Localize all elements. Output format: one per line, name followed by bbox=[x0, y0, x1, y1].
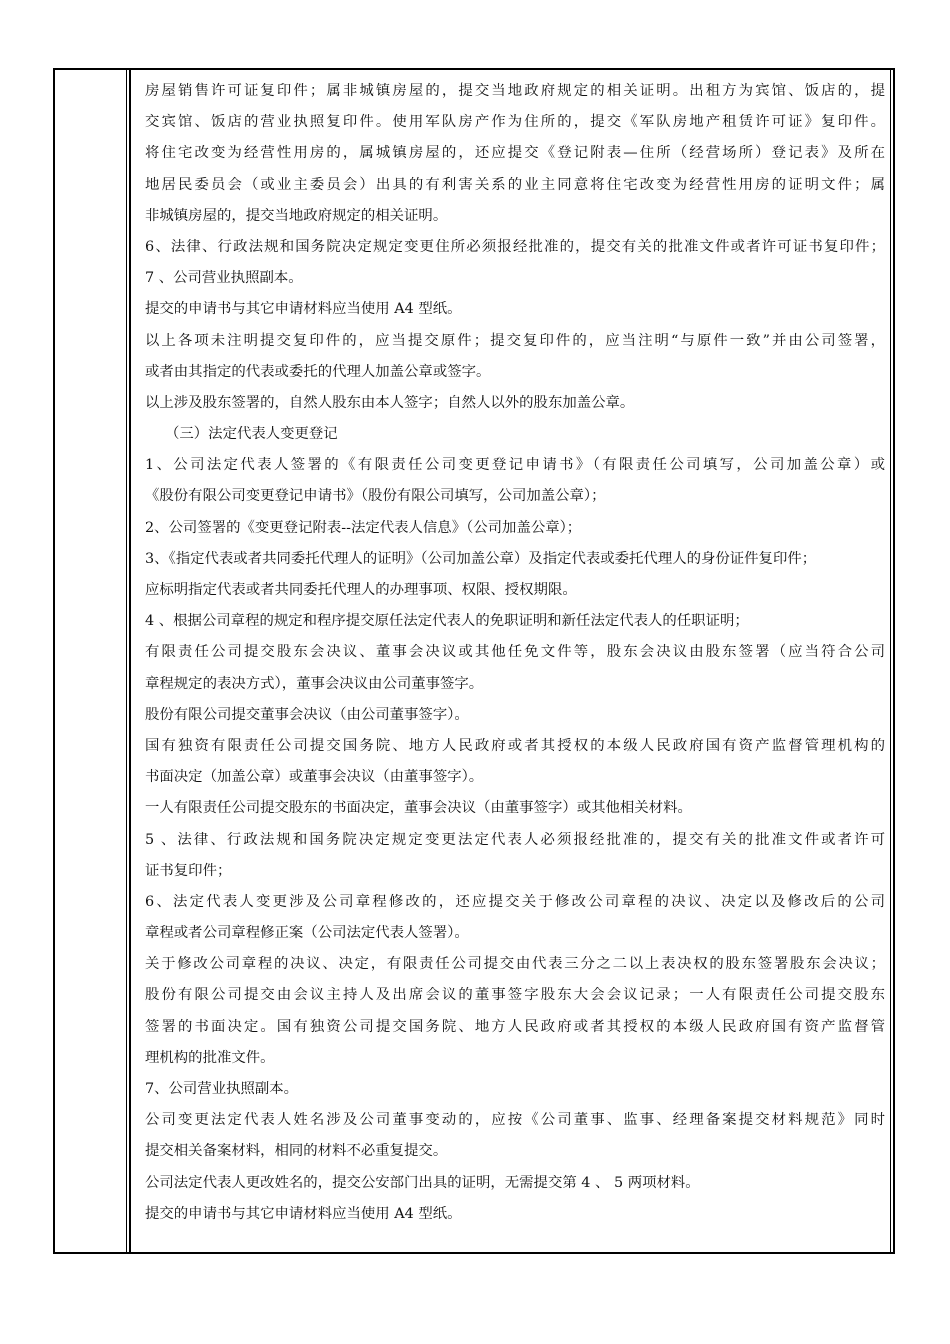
text-line: 股份有限公司提交由会议主持人及出席会议的董事签字股东大会会议记录；一人有限责任公司提交股东 bbox=[145, 987, 885, 1004]
text-line: 股份有限公司提交董事会决议（由公司董事签字）。 bbox=[145, 706, 469, 723]
text-line: 公司法定代表人更改姓名的，提交公安部门出具的证明，无需提交第 4 、 5 两项材料。 bbox=[145, 1174, 700, 1191]
text-line: 5 、法律、行政法规和国务院决定规定变更法定代表人必须报经批准的，提交有关的批准文件或者许可 bbox=[145, 831, 885, 848]
text-line: 1、公司法定代表人签署的《有限责任公司变更登记申请书》（有限责任公司填写，公司加盖公章）或 bbox=[145, 457, 885, 474]
left-label-column bbox=[55, 70, 131, 1252]
text-line: 章程规定的表决方式），董事会决议由公司董事签字。 bbox=[145, 675, 484, 692]
text-line: 签署的书面决定。国有独资公司提交国务院、地方人民政府或者其授权的本级人民政府国有资产监督管 bbox=[145, 1018, 885, 1035]
text-line: 3、《指定代表或者共同委托代理人的证明》（公司加盖公章）及指定代表或委托代理人的身份证件复印件； bbox=[145, 550, 817, 567]
text-line: 以上涉及股东签署的，自然人股东由本人签字；自然人以外的股东加盖公章。 bbox=[145, 394, 635, 411]
text-line: 章程或者公司章程修正案（公司法定代表人签署）。 bbox=[145, 925, 469, 942]
document-table bbox=[53, 68, 895, 1254]
text-line: 提交的申请书与其它申请材料应当使用 A4 型纸。 bbox=[145, 301, 462, 318]
text-line: 交宾馆、饭店的营业执照复印件。使用军队房产作为住所的，提交《军队房地产租赁许可证》复印件。 bbox=[145, 114, 885, 131]
text-line: 《股份有限公司变更登记申请书》（股份有限公司填写，公司加盖公章）； bbox=[145, 488, 606, 505]
text-line: 关于修改公司章程的决议、决定，有限责任公司提交由代表三分之二以上表决权的股东签署股东会决议； bbox=[145, 956, 885, 973]
text-line: 或者由其指定的代表或委托的代理人加盖公章或签字。 bbox=[145, 363, 491, 380]
text-line: 国有独资有限责任公司提交国务院、地方人民政府或者其授权的本级人民政府国有资产监督管理机构的 bbox=[145, 737, 885, 754]
text-line: 非城镇房屋的，提交当地政府规定的相关证明。 bbox=[145, 207, 448, 224]
text-line: 提交相关备案材料，相同的材料不必重复提交。 bbox=[145, 1143, 448, 1160]
text-line: 4 、根据公司章程的规定和程序提交原任法定代表人的免职证明和新任法定代表人的任职证明； bbox=[145, 613, 749, 630]
text-line: 提交的申请书与其它申请材料应当使用 A4 型纸。 bbox=[145, 1205, 462, 1222]
text-line: 证书复印件； bbox=[145, 862, 232, 879]
text-line: 一人有限责任公司提交股东的书面决定，董事会决议（由董事签字）或其他相关材料。 bbox=[145, 800, 692, 817]
text-line: 6、法律、行政法规和国务院决定规定变更住所必须报经批准的，提交有关的批准文件或者许可证书复印件； bbox=[145, 238, 885, 255]
text-line: 将住宅改变为经营性用房的，属城镇房屋的，还应提交《登记附表—住所（经营场所）登记表》及所在 bbox=[145, 145, 885, 162]
section-heading: （三）法定代表人变更登记 bbox=[165, 426, 338, 443]
text-line: 7、公司营业执照副本。 bbox=[145, 1081, 299, 1097]
text-line: 以上各项未注明提交复印件的，应当提交原件；提交复印件的，应当注明“与原件一致”并由公司签署， bbox=[145, 332, 885, 349]
text-line: 有限责任公司提交股东会决议、董事会决议或其他任免文件等，股东会决议由股东签署（应当符合公司 bbox=[145, 644, 885, 661]
text-line: 6、法定代表人变更涉及公司章程修改的，还应提交关于修改公司章程的决议、决定以及修改后的公司 bbox=[145, 893, 885, 910]
text-line: 理机构的批准文件。 bbox=[145, 1049, 275, 1066]
text-line: 7 、公司营业执照副本。 bbox=[145, 270, 303, 287]
requirements-text bbox=[145, 76, 885, 1230]
text-line: 书面决定（加盖公章）或董事会决议（由董事签字）。 bbox=[145, 769, 484, 786]
text-line: 2、公司签署的《变更登记附表--法定代表人信息》（公司加盖公章）； bbox=[145, 519, 582, 536]
text-line: 房屋销售许可证复印件；属非城镇房屋的，提交当地政府规定的相关证明。出租方为宾馆、饭店的，提 bbox=[145, 83, 885, 99]
text-line: 地居民委员会（或业主委员会）出具的有利害关系的业主同意将住宅改变为经营性用房的证明文件；属 bbox=[145, 176, 885, 193]
text-line: 应标明指定代表或者共同委托代理人的办理事项、权限、授权期限。 bbox=[145, 582, 577, 598]
text-line: 公司变更法定代表人姓名涉及公司董事变动的，应按《公司董事、监事、经理备案提交材料规范》同时 bbox=[145, 1112, 885, 1129]
